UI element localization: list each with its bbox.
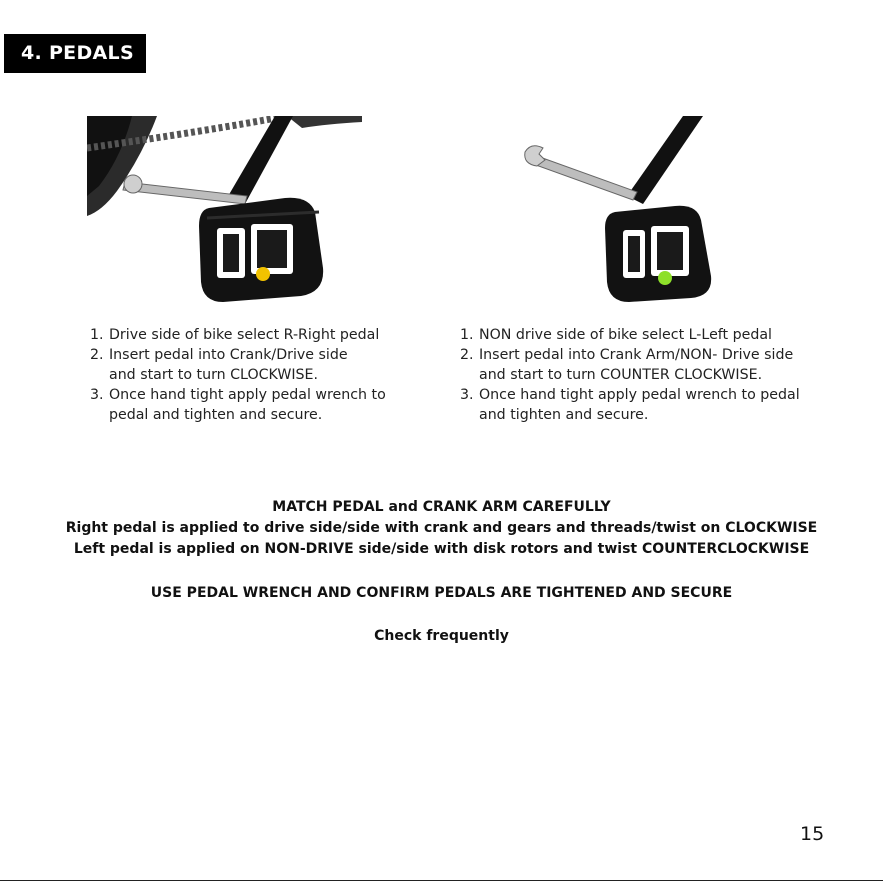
right-pedal-photo bbox=[87, 116, 362, 306]
check-frequently: Check frequently bbox=[374, 628, 509, 644]
step-number: 1. bbox=[90, 327, 104, 343]
step-text: Insert pedal into Crank Arm/NON- Drive side and start to turn COUNTER CLOCKWISE. bbox=[479, 347, 794, 383]
left-pedal-marker bbox=[658, 271, 672, 285]
step-text: NON drive side of bike select L-Left pedal bbox=[479, 327, 772, 343]
right-pedal-marker bbox=[256, 267, 270, 281]
page-number: 15 bbox=[800, 823, 825, 845]
bottom-divider bbox=[0, 880, 883, 881]
step-text: Once hand tight apply pedal wrench to pedal and tighten and secure. bbox=[109, 387, 386, 423]
section-header bbox=[4, 34, 146, 73]
list-item bbox=[90, 385, 430, 425]
right-pedal-steps bbox=[90, 325, 430, 425]
left-pedal-steps bbox=[460, 325, 840, 425]
left-pedal-photo bbox=[515, 116, 745, 306]
list-item bbox=[90, 325, 430, 345]
notes-heading: MATCH PEDAL and CRANK ARM CAREFULLY bbox=[272, 499, 611, 515]
list-item bbox=[90, 345, 430, 385]
pedal-notes bbox=[0, 497, 883, 647]
step-number: 2. bbox=[90, 347, 104, 363]
left-pedal-rule: Left pedal is applied on NON-DRIVE side/side with disk rotors and twist COUNTERCLOCKWISE bbox=[73, 541, 810, 557]
step-number: 3. bbox=[90, 387, 104, 403]
list-item bbox=[460, 385, 840, 425]
step-number: 1. bbox=[460, 327, 474, 343]
step-number: 2. bbox=[460, 347, 474, 363]
right-pedal-rule: Right pedal is applied to drive side/side with crank and gears and threads/twist on CLOCKWISE bbox=[65, 520, 818, 536]
list-item bbox=[460, 325, 840, 345]
step-number: 3. bbox=[460, 387, 474, 403]
section-title: 4. PEDALS bbox=[21, 42, 134, 64]
list-item bbox=[460, 345, 840, 385]
step-text: Drive side of bike select R-Right pedal bbox=[109, 327, 380, 343]
wrench-instruction: USE PEDAL WRENCH AND CONFIRM PEDALS ARE TIGHTENED AND SECURE bbox=[150, 585, 733, 601]
step-text: Once hand tight apply pedal wrench to pedal and tighten and secure. bbox=[479, 387, 800, 423]
step-text: Insert pedal into Crank/Drive side and start to turn CLOCKWISE. bbox=[109, 347, 348, 383]
